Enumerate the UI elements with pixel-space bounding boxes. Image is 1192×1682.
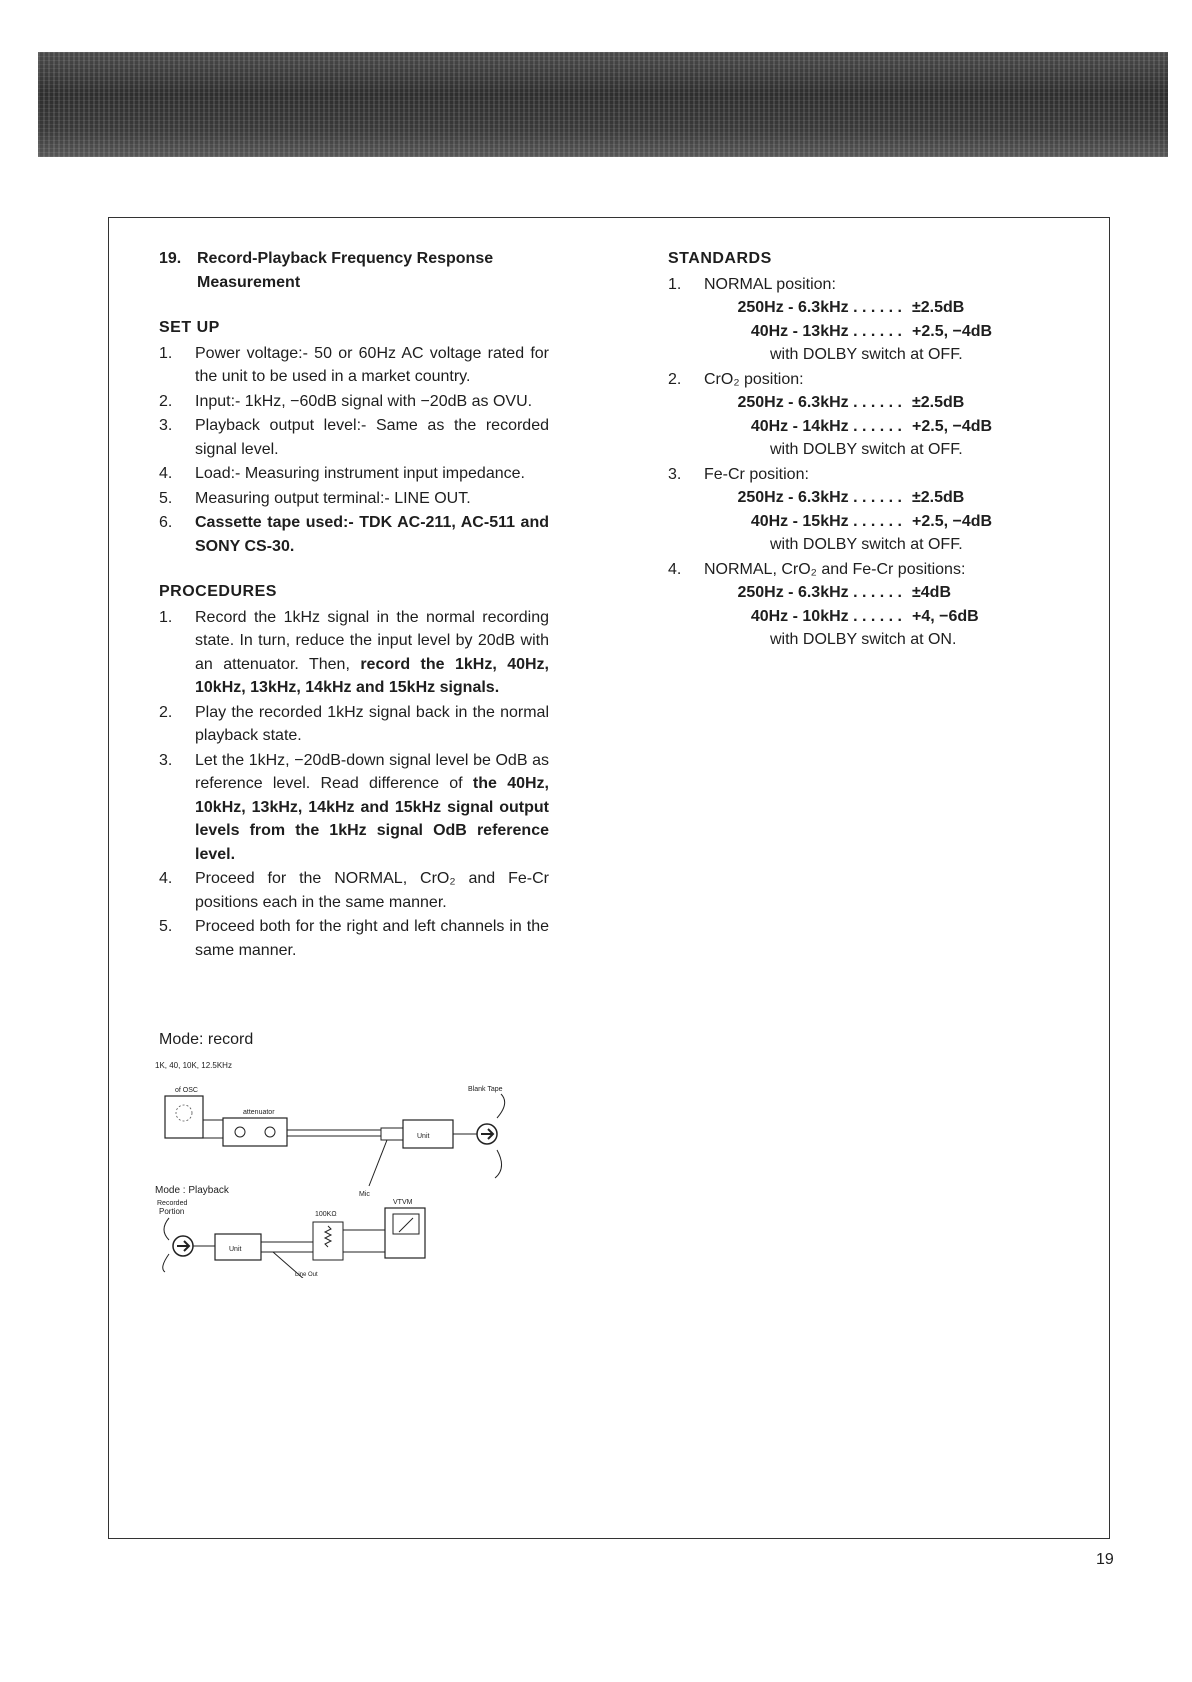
osc-label: of OSC bbox=[175, 1087, 198, 1094]
standards-list bbox=[668, 273, 1068, 652]
mode-playback-label: Mode : Playback bbox=[155, 1185, 229, 1196]
blank-tape-label: Blank Tape bbox=[468, 1086, 503, 1093]
freq-label: 1K, 40, 10K, 12.5KHz bbox=[155, 1061, 232, 1070]
spec-block: 250Hz - 6.3kHz . . . . . . ±2.5dB 40Hz - 14kHz . . . . . . +2.5, −4dB with DOLBY switch at OFF. bbox=[737, 394, 993, 458]
standards-heading: STANDARDS bbox=[668, 250, 772, 267]
attenuator-label: attenuator bbox=[243, 1109, 275, 1116]
load-box bbox=[313, 1222, 343, 1260]
vtvm-label: VTVM bbox=[393, 1199, 413, 1206]
left-column bbox=[159, 247, 549, 963]
recorded-label: Recorded bbox=[157, 1200, 188, 1207]
unit-label: Unit bbox=[417, 1133, 430, 1140]
right-column bbox=[668, 247, 1068, 653]
list-item: 5. Proceed both for the right and left channels in the same manner. bbox=[159, 918, 549, 959]
list-item: 4. NORMAL, CrO₂ and Fe-Cr positions: 250Hz - 6.3kHz . . . . . . ±4dB 40Hz - 10kHz . . . . . . +4, −6dB with DOLBY switch at ON. bbox=[668, 558, 1068, 652]
procedures-list bbox=[159, 606, 549, 963]
list-item: 2. Input:- 1kHz, −60dB signal with −20dB as OVU. bbox=[159, 392, 533, 410]
mode-record-label: Mode: record bbox=[159, 1031, 254, 1048]
section-number: 19. bbox=[159, 250, 182, 267]
spec-block: 250Hz - 6.3kHz . . . . . . ±2.5dB 40Hz - 15kHz . . . . . . +2.5, −4dB with DOLBY switch at OFF. bbox=[737, 489, 993, 553]
list-item: 4. Proceed for the NORMAL, CrO₂ and Fe-Cr positions each in the same manner. bbox=[159, 870, 549, 911]
list-item: 3. Playback output level:- Same as the recorded signal level. bbox=[159, 417, 549, 458]
page-number: 19 bbox=[1096, 1551, 1114, 1568]
list-item: 1. NORMAL position: 250Hz - 6.3kHz . . . . . . ±2.5dB 40Hz - 13kHz . . . . . . +2.5, −4dB with DOLBY switch at OFF. bbox=[668, 273, 1068, 367]
setup-heading: SET UP bbox=[159, 319, 220, 336]
spec-block: 250Hz - 6.3kHz . . . . . . ±2.5dB 40Hz - 13kHz . . . . . . +2.5, −4dB with DOLBY switch at OFF. bbox=[737, 299, 993, 363]
unit2-label: Unit bbox=[229, 1246, 242, 1253]
list-item: 5. Measuring output terminal:- LINE OUT. bbox=[159, 489, 471, 507]
list-item: 3. Let the 1kHz, −20dB-down signal level be OdB as reference level. Read difference of the 40Hz, 10kHz, 13kHz, 14kHz and 15kHz signal output levels from the 1kHz signal OdB reference level. bbox=[159, 751, 549, 863]
list-item: 1. Power voltage:- 50 or 60Hz AC voltage rated for the unit to be used in a market country. bbox=[159, 344, 549, 385]
knob-icon bbox=[265, 1127, 275, 1137]
attenuator-box bbox=[223, 1118, 287, 1146]
oscillator-dial-icon bbox=[176, 1105, 192, 1121]
meter-icon bbox=[393, 1214, 419, 1234]
procedures-heading: PROCEDURES bbox=[159, 583, 277, 600]
line-out-label: Line Out bbox=[295, 1272, 318, 1278]
spec-block: 250Hz - 6.3kHz . . . . . . ±4dB 40Hz - 10kHz . . . . . . +4, −6dB with DOLBY switch at ON. bbox=[737, 584, 979, 648]
list-item: 6. Cassette tape used:- TDK AC-211, AC-511 and SONY CS-30. bbox=[159, 514, 549, 555]
portion-label: Portion bbox=[159, 1207, 185, 1216]
mic-label: Mic bbox=[359, 1191, 370, 1198]
list-item: 3. Fe-Cr position: 250Hz - 6.3kHz . . . . . . ±2.5dB 40Hz - 15kHz . . . . . . +2.5, −4dB with DOLBY switch at OFF. bbox=[668, 463, 1068, 557]
section-title bbox=[159, 247, 549, 294]
tape-reel bbox=[163, 1218, 169, 1272]
oscillator-box bbox=[165, 1096, 203, 1138]
header-band bbox=[38, 52, 1168, 157]
resistor-icon bbox=[325, 1226, 331, 1247]
knob-icon bbox=[235, 1127, 245, 1137]
list-item: 4. Load:- Measuring instrument input impedance. bbox=[159, 465, 525, 482]
connection-diagram bbox=[155, 1058, 565, 1278]
list-item: 1. Record the 1kHz signal in the normal recording state. In turn, reduce the input level by 20dB with an attenuator. Then, record the 1kHz, 40Hz, 10kHz, 13kHz, 14kHz and 15kHz signals. bbox=[159, 608, 549, 696]
list-item: 2. Play the recorded 1kHz signal back in the normal playback state. bbox=[159, 703, 549, 744]
section-title-text: Record-Playback Frequency Response Measurement bbox=[197, 250, 494, 291]
resistor-label: 100KΩ bbox=[315, 1211, 337, 1218]
list-item: 2. CrO₂ position: 250Hz - 6.3kHz . . . . . . ±2.5dB 40Hz - 14kHz . . . . . . +2.5, −4dB with DOLBY switch at OFF. bbox=[668, 368, 1068, 462]
setup-list bbox=[159, 342, 549, 559]
mic-jack bbox=[381, 1128, 403, 1140]
